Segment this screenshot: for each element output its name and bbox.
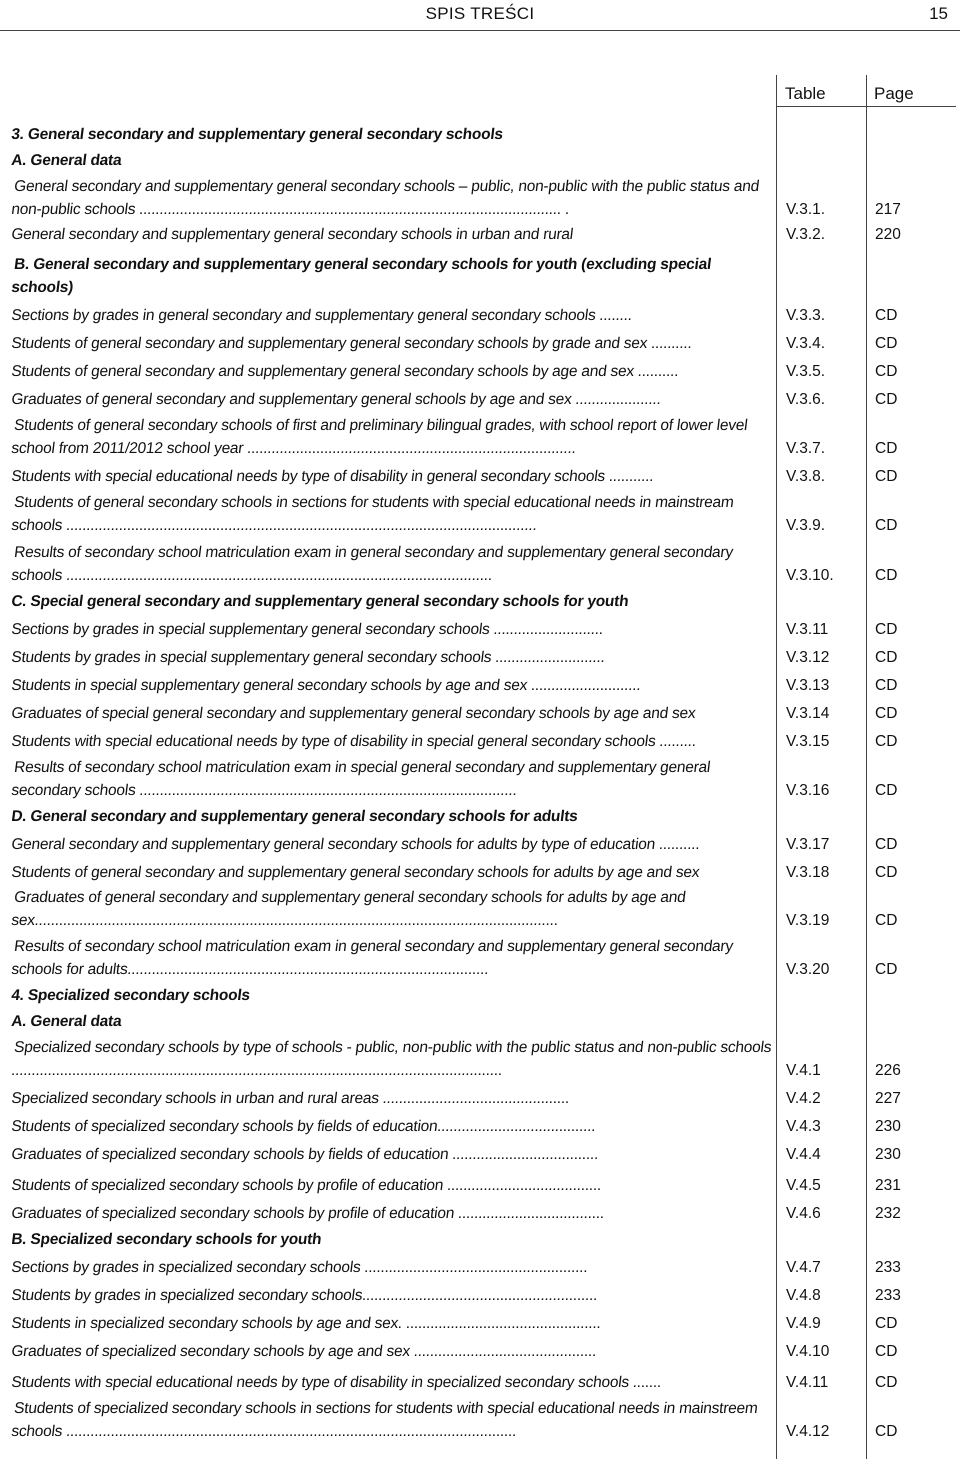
section-heading xyxy=(10,253,950,299)
toc-entry xyxy=(10,1371,950,1394)
entry-table-number: V.3.14 xyxy=(786,705,830,722)
column-header-page: Page xyxy=(874,84,914,103)
toc-entry xyxy=(10,1174,950,1197)
entry-table-number: V.3.6. xyxy=(786,391,826,408)
entry-table-number: V.3.20 xyxy=(786,961,830,978)
toc-entry xyxy=(10,886,950,932)
entry-table-number: V.3.9. xyxy=(786,517,826,534)
entry-table-number: V.3.18 xyxy=(786,864,830,881)
entry-table-number: V.3.1. xyxy=(786,201,826,218)
entry-page-number: 231 xyxy=(875,1177,901,1194)
entry-title: Results of secondary school matriculation exam in general secondary and supplementary general secondary schools ......................................................................................................... xyxy=(10,544,734,584)
entry-title: Specialized secondary schools by type of schools - public, non-public with the public status and non-public schools ......................................................................................................................... xyxy=(10,1039,773,1079)
header-title: SPIS TREŚCI xyxy=(425,4,535,23)
entry-table-number: V.4.5 xyxy=(786,1177,821,1194)
entry-page-number: CD xyxy=(875,961,898,978)
entry-title: Graduates of specialized secondary schools by profile of education .................................... xyxy=(10,1205,606,1222)
entry-page-number: 226 xyxy=(875,1062,901,1079)
entry-page-number: CD xyxy=(875,649,898,666)
table-of-contents xyxy=(10,120,950,1443)
entry-title: Students of specialized secondary schools in sections for students with special educational needs in mainstreem schools ............................................................................................................... xyxy=(10,1400,759,1440)
entry-table-number: V.4.7 xyxy=(786,1259,821,1276)
entry-title: Sections by grades in general secondary and supplementary general secondary schools ........ xyxy=(10,307,634,324)
entry-table-number: V.3.4. xyxy=(786,335,826,352)
entry-title: Graduates of specialized secondary schools by age and sex ............................................. xyxy=(10,1343,598,1360)
entry-table-number: V.3.15 xyxy=(786,733,830,750)
entry-title: Students of specialized secondary schools by fields of education....................................... xyxy=(10,1118,597,1135)
entry-table-number: V.4.3 xyxy=(786,1118,821,1135)
entry-page-number: 233 xyxy=(875,1287,901,1304)
column-header-rule xyxy=(776,106,956,107)
entry-table-number: V.3.2. xyxy=(786,226,826,243)
entry-table-number: V.3.19 xyxy=(786,912,830,929)
toc-entry xyxy=(10,175,950,221)
section-heading xyxy=(10,590,950,613)
entry-page-number: CD xyxy=(875,836,898,853)
entry-page-number: CD xyxy=(875,1423,898,1440)
heading-text: B. General secondary and supplementary general secondary schools for youth (excluding special schools) xyxy=(10,256,713,296)
entry-page-number: CD xyxy=(875,468,898,485)
toc-entry xyxy=(10,1340,950,1363)
toc-entry xyxy=(10,541,950,587)
entry-table-number: V.4.11 xyxy=(786,1374,829,1391)
toc-entry xyxy=(10,1115,950,1138)
toc-entry xyxy=(10,465,950,488)
entry-title: Sections by grades in specialized secondary schools ....................................................... xyxy=(10,1259,589,1276)
toc-entry xyxy=(10,1312,950,1335)
entry-title: Results of secondary school matriculation exam in general secondary and supplementary general secondary schools for adults......................................................................................... xyxy=(10,938,734,978)
toc-entry xyxy=(10,833,950,856)
entry-page-number: CD xyxy=(875,1374,898,1391)
toc-entry xyxy=(10,1143,950,1166)
entry-title: Students of general secondary schools in sections for students with special educational needs in mainstream schools .................................................................................................................... xyxy=(10,494,735,534)
toc-entry xyxy=(10,332,950,355)
toc-entry xyxy=(10,1256,950,1279)
page-header xyxy=(0,0,960,31)
toc-entry xyxy=(10,861,950,884)
entry-title: Sections by grades in special supplementary general secondary schools ........................... xyxy=(10,621,605,638)
entry-table-number: V.3.3. xyxy=(786,307,826,324)
toc-entry xyxy=(10,1202,950,1225)
toc-entry xyxy=(10,756,950,802)
entry-page-number: 227 xyxy=(875,1090,901,1107)
entry-title: Students by grades in special supplementary general secondary schools ........................... xyxy=(10,649,606,666)
heading-text: D. General secondary and supplementary general secondary schools for adults xyxy=(10,808,579,825)
entry-table-number: V.3.12 xyxy=(786,649,830,666)
toc-entry xyxy=(10,223,950,246)
entry-page-number: 232 xyxy=(875,1205,901,1222)
entry-table-number: V.4.2 xyxy=(786,1090,821,1107)
entry-title: Students of general secondary and supplementary general secondary schools by grade and sex .......... xyxy=(10,335,693,352)
entry-page-number: 230 xyxy=(875,1146,901,1163)
toc-entry xyxy=(10,618,950,641)
entry-page-number: CD xyxy=(875,864,898,881)
entry-page-number: CD xyxy=(875,567,898,584)
entry-table-number: V.4.8 xyxy=(786,1287,821,1304)
entry-page-number: CD xyxy=(875,517,898,534)
entry-title: General secondary and supplementary general secondary schools in urban and rural xyxy=(10,226,575,243)
toc-entry xyxy=(10,1036,950,1082)
entry-table-number: V.4.6 xyxy=(786,1205,821,1222)
entry-page-number: CD xyxy=(875,363,898,380)
toc-entry xyxy=(10,388,950,411)
entry-page-number: CD xyxy=(875,677,898,694)
entry-title: Students of general secondary and supplementary general secondary schools by age and sex .......... xyxy=(10,363,680,380)
toc-entry xyxy=(10,1284,950,1307)
entry-table-number: V.3.7. xyxy=(786,440,826,457)
toc-entry xyxy=(10,491,950,537)
entry-page-number: CD xyxy=(875,391,898,408)
entry-page-number: CD xyxy=(875,1343,898,1360)
entry-page-number: CD xyxy=(875,705,898,722)
section-heading xyxy=(10,149,950,172)
entry-table-number: V.3.5. xyxy=(786,363,826,380)
heading-text: C. Special general secondary and supplementary general secondary schools for youth xyxy=(10,593,630,610)
heading-text: A. General data xyxy=(10,1013,123,1030)
entry-table-number: V.3.11 xyxy=(786,621,829,638)
entry-table-number: V.3.17 xyxy=(786,836,830,853)
heading-text: B. Specialized secondary schools for youth xyxy=(10,1231,323,1248)
entry-page-number: CD xyxy=(875,782,898,799)
entry-table-number: V.4.9 xyxy=(786,1315,821,1332)
entry-title: Students by grades in specialized secondary schools.......................................................... xyxy=(10,1287,599,1304)
toc-entry xyxy=(10,646,950,669)
entry-page-number: CD xyxy=(875,307,898,324)
entry-table-number: V.4.1 xyxy=(786,1062,821,1079)
entry-table-number: V.4.4 xyxy=(786,1146,821,1163)
entry-page-number: 233 xyxy=(875,1259,901,1276)
entry-page-number: CD xyxy=(875,621,898,638)
toc-entry xyxy=(10,730,950,753)
header-page-number: 15 xyxy=(929,4,948,23)
heading-text: 4. Specialized secondary schools xyxy=(10,987,251,1004)
section-heading xyxy=(10,984,950,1007)
toc-entry xyxy=(10,1087,950,1110)
entry-title: Graduates of specialized secondary schools by fields of education .................................... xyxy=(10,1146,600,1163)
toc-entry xyxy=(10,414,950,460)
entry-title: Students with special educational needs by type of disability in general secondary schools ........... xyxy=(10,468,655,485)
entry-title: Graduates of general secondary and supplementary general schools by age and sex ..................... xyxy=(10,391,662,408)
entry-page-number: CD xyxy=(875,335,898,352)
entry-page-number: CD xyxy=(875,733,898,750)
entry-page-number: 230 xyxy=(875,1118,901,1135)
entry-page-number: CD xyxy=(875,1315,898,1332)
entry-page-number: CD xyxy=(875,912,898,929)
heading-text: A. General data xyxy=(10,152,123,169)
entry-title: Specialized secondary schools in urban and rural areas .............................................. xyxy=(10,1090,571,1107)
entry-title: Students of general secondary and supplementary general secondary schools for adults by age and sex xyxy=(10,864,701,881)
entry-page-number: CD xyxy=(875,440,898,457)
section-heading xyxy=(10,805,950,828)
section-heading xyxy=(10,1010,950,1033)
entry-page-number: 220 xyxy=(875,226,901,243)
entry-title: Students of specialized secondary schools by profile of education ...................................... xyxy=(10,1177,603,1194)
entry-title: General secondary and supplementary general secondary schools for adults by type of education .......... xyxy=(10,836,701,853)
entry-title: Students in special supplementary general secondary schools by age and sex ........................... xyxy=(10,677,642,694)
entry-title: General secondary and supplementary general secondary schools – public, non-public with the public status and non-public schools ........................................................................................................ . xyxy=(10,178,761,218)
entry-table-number: V.3.13 xyxy=(786,677,830,694)
entry-title: Students of general secondary schools of first and preliminary bilingual grades, with school report of lower level school from 2011/2012 school year ................................................................................. xyxy=(10,417,749,457)
toc-entry xyxy=(10,360,950,383)
heading-text: 3. General secondary and supplementary general secondary schools xyxy=(10,126,504,143)
entry-title: Students with special educational needs by type of disability in specialized secondary schools ....... xyxy=(10,1374,663,1391)
toc-entry xyxy=(10,702,950,725)
entry-table-number: V.3.8. xyxy=(786,468,826,485)
toc-entry xyxy=(10,935,950,981)
toc-entry xyxy=(10,674,950,697)
entry-table-number: V.4.10 xyxy=(786,1343,830,1360)
toc-entry xyxy=(10,1397,950,1443)
toc-entry xyxy=(10,304,950,327)
entry-title: Graduates of special general secondary and supplementary general secondary schools by age and sex xyxy=(10,705,697,722)
entry-title: Results of secondary school matriculation exam in special general secondary and supplementary general secondary schools ............................................................................................. xyxy=(10,759,712,799)
entry-table-number: V.3.10. xyxy=(786,567,834,584)
entry-title: Graduates of general secondary and supplementary general secondary schools for adults by age and sex................................................................................................................................. xyxy=(10,889,687,929)
section-heading xyxy=(10,123,950,146)
section-heading xyxy=(10,1228,950,1251)
entry-table-number: V.4.12 xyxy=(786,1423,830,1440)
entry-title: Students with special educational needs by type of disability in special general secondary schools ......... xyxy=(10,733,698,750)
entry-page-number: 217 xyxy=(875,201,901,218)
entry-title: Students in specialized secondary schools by age and sex. ................................................ xyxy=(10,1315,602,1332)
column-header-table: Table xyxy=(785,84,826,103)
entry-table-number: V.3.16 xyxy=(786,782,830,799)
